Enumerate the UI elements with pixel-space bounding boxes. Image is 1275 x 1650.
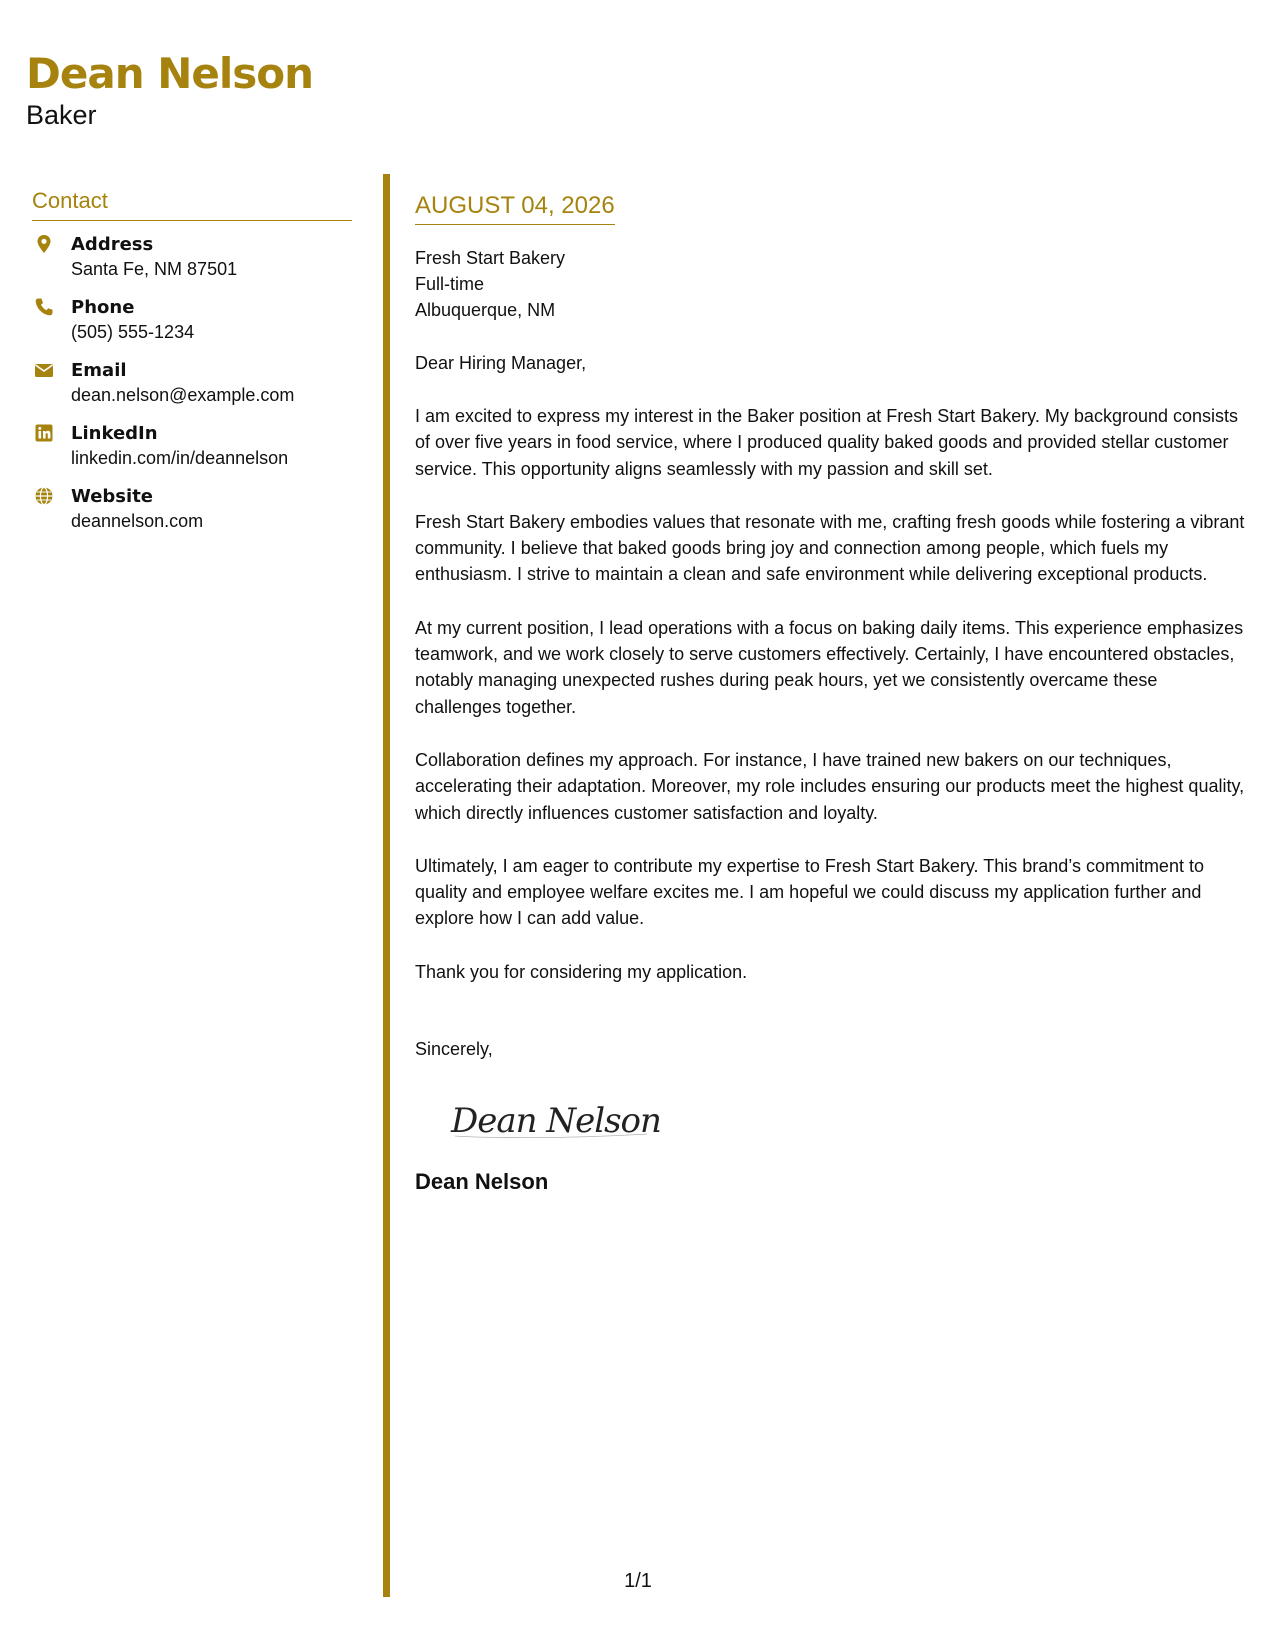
contact-label-address: Address bbox=[71, 234, 154, 255]
contact-label-phone: Phone bbox=[71, 297, 135, 318]
closing: Sincerely, bbox=[415, 1039, 493, 1060]
contact-label-linkedin: LinkedIn bbox=[71, 423, 158, 444]
linkedin-icon bbox=[34, 423, 54, 443]
phone-icon bbox=[34, 297, 54, 317]
recipient-company: Fresh Start Bakery bbox=[415, 248, 566, 268]
contact-heading: Contact bbox=[32, 188, 352, 221]
map-pin-icon bbox=[34, 234, 54, 254]
svg-text:Dean Nelson: Dean Nelson bbox=[451, 1101, 661, 1142]
applicant-name: Dean Nelson bbox=[26, 49, 313, 98]
contact-item-email bbox=[32, 359, 352, 422]
recipient-location: Albuquerque, NM bbox=[415, 300, 556, 320]
vertical-divider bbox=[383, 174, 390, 1597]
letter-paragraph: At my current position, I lead operations with a focus on baking daily items. This experience emphasizes teamwork, and we work closely to serve customers effectively. Certainly, I have encountered obstacles, notably managing unexpected rushes during peak hours, yet we consistently overcame these challenges together. bbox=[415, 617, 1244, 717]
applicant-title: Baker bbox=[26, 100, 97, 130]
letter-paragraph: Thank you for considering my application. bbox=[415, 961, 748, 982]
globe-icon bbox=[34, 486, 54, 506]
envelope-icon bbox=[34, 360, 54, 380]
salutation: Dear Hiring Manager, bbox=[415, 353, 587, 373]
letter-date: AUGUST 04, 2026 bbox=[415, 192, 615, 225]
letter-paragraph: Ultimately, I am eager to contribute my expertise to Fresh Start Bakery. This brand’s commitment to quality and employee welfare excites me. I am hopeful we could discuss my application further and explore how I can add value. bbox=[415, 855, 1204, 929]
contact-item-linkedin bbox=[32, 422, 352, 485]
contact-value-phone: (505) 555-1234 bbox=[71, 322, 195, 342]
contact-item-website bbox=[32, 485, 352, 548]
contact-value-website: deannelson.com bbox=[71, 511, 204, 531]
contact-value-address: Santa Fe, NM 87501 bbox=[71, 259, 238, 279]
contact-list bbox=[32, 233, 352, 548]
contact-value-linkedin: linkedin.com/in/deannelson bbox=[71, 448, 289, 468]
letter-body bbox=[415, 192, 1245, 1196]
letter-paragraph: Collaboration defines my approach. For instance, I have trained new bakers on our techniques, accelerating their adaptation. Moreover, my role includes ensuring our products meet the highest quality, which directly influences customer satisfaction and loyalty. bbox=[415, 749, 1245, 823]
contact-item-phone bbox=[32, 296, 352, 359]
contact-value-email: dean.nelson@example.com bbox=[71, 385, 295, 405]
contact-label-website: Website bbox=[71, 486, 154, 507]
page-number: 1/1 bbox=[624, 1570, 652, 1592]
resume-header bbox=[26, 48, 313, 130]
handwritten-signature bbox=[447, 1090, 687, 1150]
recipient-job-type: Full-time bbox=[415, 274, 485, 294]
contact-sidebar bbox=[32, 188, 352, 548]
contact-item-address bbox=[32, 233, 352, 296]
letter-paragraph: Fresh Start Bakery embodies values that resonate with me, crafting fresh goods while fostering a vibrant community. I believe that baked goods bring joy and connection among people, which fuels my enthusiasm. I strive to maintain a clean and safe environment while delivering exceptional products. bbox=[415, 511, 1245, 585]
contact-label-email: Email bbox=[71, 360, 127, 381]
letter-paragraph: I am excited to express my interest in the Baker position at Fresh Start Bakery. My background consists of over five years in food service, where I produced quality baked goods and provided stellar customer service. This opportunity aligns seamlessly with my passion and skill set. bbox=[415, 406, 1239, 479]
signed-name: Dean Nelson bbox=[415, 1169, 549, 1195]
recipient-block bbox=[415, 245, 1245, 323]
